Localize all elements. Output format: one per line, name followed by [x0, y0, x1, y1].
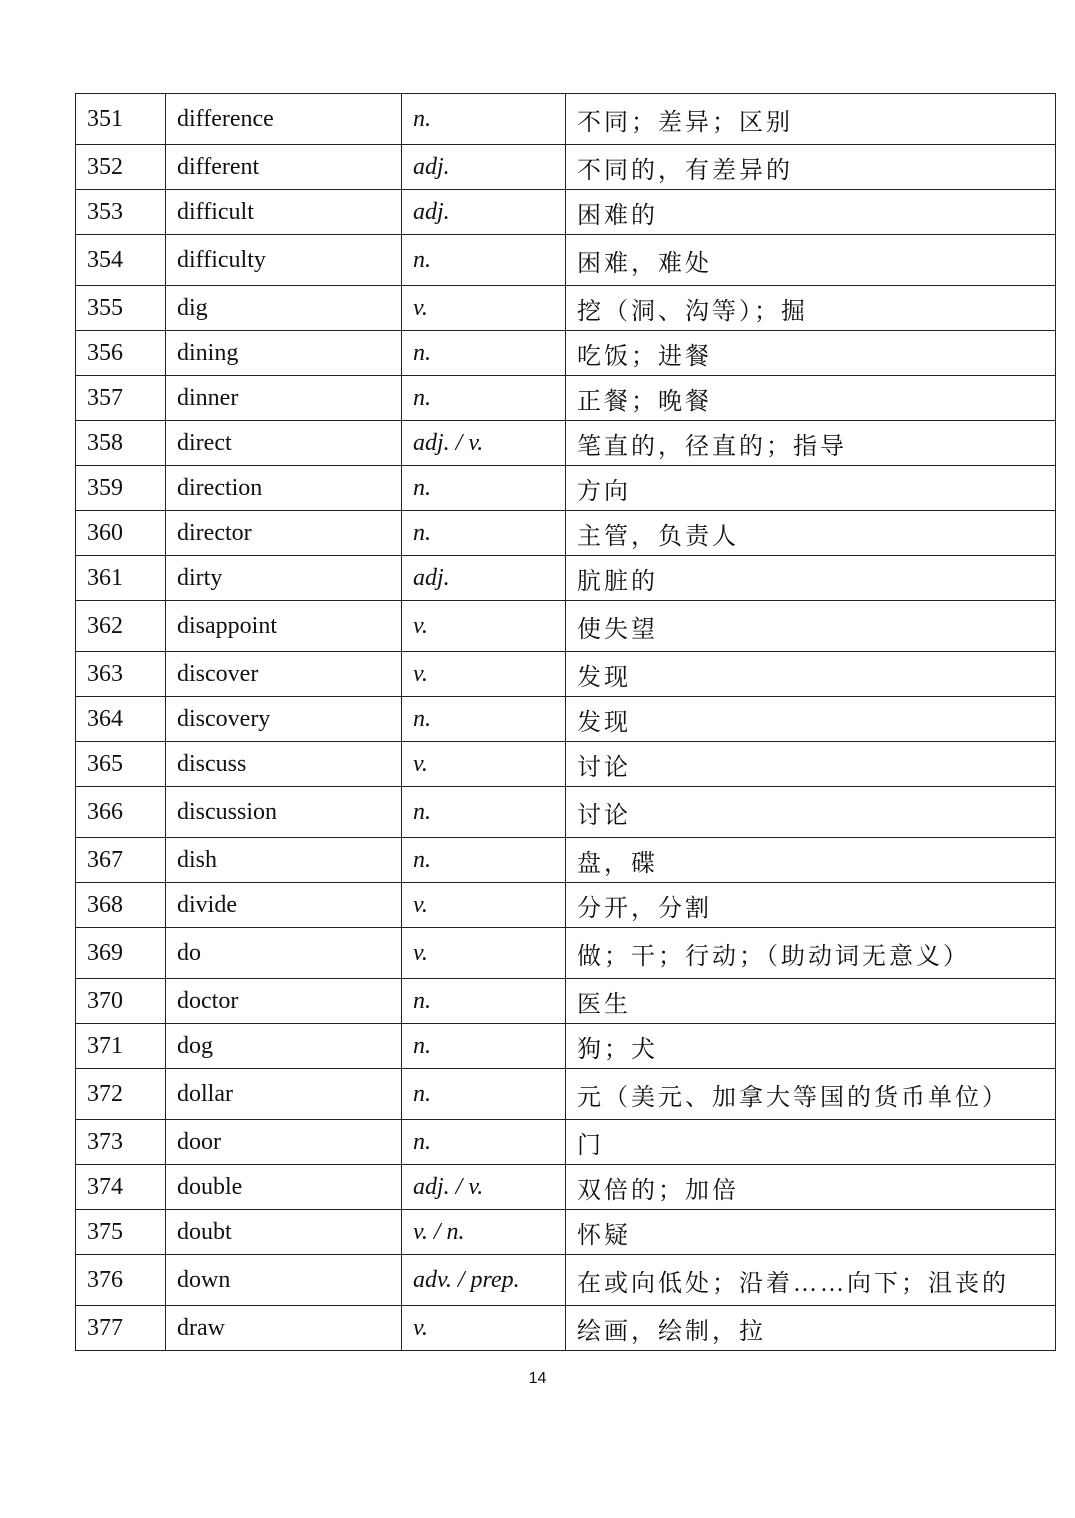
definition-cell: 主管，负责人	[566, 511, 1056, 556]
table-row	[76, 652, 1056, 697]
definition-cell: 门	[566, 1120, 1056, 1165]
part-of-speech-cell: adj.	[402, 556, 566, 601]
entry-number-cell: 373	[76, 1120, 166, 1165]
word-cell: draw	[166, 1306, 402, 1351]
entry-number-cell: 368	[76, 883, 166, 928]
word-cell: door	[166, 1120, 402, 1165]
part-of-speech-cell: v.	[402, 1306, 566, 1351]
entry-number-cell: 353	[76, 190, 166, 235]
word-cell: difficult	[166, 190, 402, 235]
entry-number-cell: 365	[76, 742, 166, 787]
definition-cell: 狗；犬	[566, 1024, 1056, 1069]
part-of-speech-cell: adj.	[402, 145, 566, 190]
definition-cell: 发现	[566, 652, 1056, 697]
table-row	[76, 1210, 1056, 1255]
definition-cell: 吃饭；进餐	[566, 331, 1056, 376]
entry-number-cell: 371	[76, 1024, 166, 1069]
word-cell: direction	[166, 466, 402, 511]
part-of-speech-cell: v.	[402, 601, 566, 652]
table-row	[76, 511, 1056, 556]
table-row	[76, 145, 1056, 190]
part-of-speech-cell: n.	[402, 331, 566, 376]
entry-number-cell: 376	[76, 1255, 166, 1306]
definition-cell: 分开，分割	[566, 883, 1056, 928]
table-row	[76, 838, 1056, 883]
part-of-speech-cell: n.	[402, 979, 566, 1024]
word-cell: discover	[166, 652, 402, 697]
part-of-speech-cell: adj. / v.	[402, 1165, 566, 1210]
table-row	[76, 928, 1056, 979]
definition-cell: 讨论	[566, 742, 1056, 787]
word-cell: dog	[166, 1024, 402, 1069]
entry-number-cell: 356	[76, 331, 166, 376]
word-cell: dinner	[166, 376, 402, 421]
page-number: 14	[528, 1370, 547, 1387]
definition-cell: 不同；差异；区别	[566, 94, 1056, 145]
entry-number-cell: 358	[76, 421, 166, 466]
part-of-speech-cell: n.	[402, 1120, 566, 1165]
entry-number-cell: 352	[76, 145, 166, 190]
entry-number-cell: 370	[76, 979, 166, 1024]
definition-cell: 怀疑	[566, 1210, 1056, 1255]
word-cell: discuss	[166, 742, 402, 787]
word-cell: doubt	[166, 1210, 402, 1255]
word-cell: difficulty	[166, 235, 402, 286]
entry-number-cell: 364	[76, 697, 166, 742]
table-row	[76, 556, 1056, 601]
definition-cell: 绘画，绘制，拉	[566, 1306, 1056, 1351]
part-of-speech-cell: n.	[402, 466, 566, 511]
entry-number-cell: 355	[76, 286, 166, 331]
vocabulary-table	[75, 93, 1056, 1351]
table-row	[76, 1024, 1056, 1069]
definition-cell: 方向	[566, 466, 1056, 511]
table-row	[76, 331, 1056, 376]
word-cell: discovery	[166, 697, 402, 742]
word-cell: do	[166, 928, 402, 979]
word-cell: doctor	[166, 979, 402, 1024]
definition-cell: 盘，碟	[566, 838, 1056, 883]
word-cell: double	[166, 1165, 402, 1210]
definition-cell: 发现	[566, 697, 1056, 742]
definition-cell: 元（美元、加拿大等国的货币单位）	[566, 1069, 1056, 1120]
entry-number-cell: 362	[76, 601, 166, 652]
definition-cell: 在或向低处；沿着……向下；沮丧的	[566, 1255, 1056, 1306]
word-cell: disappoint	[166, 601, 402, 652]
definition-cell: 正餐；晚餐	[566, 376, 1056, 421]
part-of-speech-cell: v. / n.	[402, 1210, 566, 1255]
definition-cell: 肮脏的	[566, 556, 1056, 601]
vocabulary-table-body	[76, 94, 1056, 1351]
entry-number-cell: 351	[76, 94, 166, 145]
table-row	[76, 421, 1056, 466]
part-of-speech-cell: n.	[402, 511, 566, 556]
table-row	[76, 697, 1056, 742]
part-of-speech-cell: n.	[402, 838, 566, 883]
entry-number-cell: 360	[76, 511, 166, 556]
part-of-speech-cell: n.	[402, 787, 566, 838]
word-cell: difference	[166, 94, 402, 145]
part-of-speech-cell: v.	[402, 652, 566, 697]
entry-number-cell: 369	[76, 928, 166, 979]
definition-cell: 挖（洞、沟等）；掘	[566, 286, 1056, 331]
part-of-speech-cell: n.	[402, 235, 566, 286]
table-row	[76, 466, 1056, 511]
word-cell: down	[166, 1255, 402, 1306]
part-of-speech-cell: adj.	[402, 190, 566, 235]
entry-number-cell: 359	[76, 466, 166, 511]
table-row	[76, 742, 1056, 787]
table-row	[76, 1255, 1056, 1306]
definition-cell: 讨论	[566, 787, 1056, 838]
word-cell: discussion	[166, 787, 402, 838]
definition-cell: 不同的，有差异的	[566, 145, 1056, 190]
definition-cell: 困难的	[566, 190, 1056, 235]
definition-cell: 使失望	[566, 601, 1056, 652]
table-row	[76, 601, 1056, 652]
part-of-speech-cell: n.	[402, 1069, 566, 1120]
entry-number-cell: 357	[76, 376, 166, 421]
part-of-speech-cell: v.	[402, 286, 566, 331]
word-cell: divide	[166, 883, 402, 928]
table-row	[76, 1306, 1056, 1351]
table-row	[76, 787, 1056, 838]
definition-cell: 做；干；行动；（助动词无意义）	[566, 928, 1056, 979]
entry-number-cell: 372	[76, 1069, 166, 1120]
part-of-speech-cell: v.	[402, 928, 566, 979]
definition-cell: 医生	[566, 979, 1056, 1024]
table-row	[76, 286, 1056, 331]
part-of-speech-cell: n.	[402, 697, 566, 742]
part-of-speech-cell: n.	[402, 94, 566, 145]
entry-number-cell: 374	[76, 1165, 166, 1210]
part-of-speech-cell: n.	[402, 1024, 566, 1069]
table-row	[76, 1165, 1056, 1210]
part-of-speech-cell: v.	[402, 742, 566, 787]
entry-number-cell: 367	[76, 838, 166, 883]
word-cell: dining	[166, 331, 402, 376]
definition-cell: 困难，难处	[566, 235, 1056, 286]
entry-number-cell: 377	[76, 1306, 166, 1351]
word-cell: dish	[166, 838, 402, 883]
entry-number-cell: 366	[76, 787, 166, 838]
entry-number-cell: 363	[76, 652, 166, 697]
word-cell: director	[166, 511, 402, 556]
table-row	[76, 94, 1056, 145]
part-of-speech-cell: adv. / prep.	[402, 1255, 566, 1306]
table-row	[76, 1120, 1056, 1165]
part-of-speech-cell: n.	[402, 376, 566, 421]
word-cell: dirty	[166, 556, 402, 601]
word-cell: direct	[166, 421, 402, 466]
word-cell: dig	[166, 286, 402, 331]
table-row	[76, 883, 1056, 928]
word-cell: dollar	[166, 1069, 402, 1120]
table-row	[76, 190, 1056, 235]
table-row	[76, 1069, 1056, 1120]
table-row	[76, 235, 1056, 286]
part-of-speech-cell: v.	[402, 883, 566, 928]
table-row	[76, 979, 1056, 1024]
word-cell: different	[166, 145, 402, 190]
part-of-speech-cell: adj. / v.	[402, 421, 566, 466]
definition-cell: 笔直的，径直的；指导	[566, 421, 1056, 466]
entry-number-cell: 354	[76, 235, 166, 286]
entry-number-cell: 375	[76, 1210, 166, 1255]
definition-cell: 双倍的；加倍	[566, 1165, 1056, 1210]
entry-number-cell: 361	[76, 556, 166, 601]
table-row	[76, 376, 1056, 421]
